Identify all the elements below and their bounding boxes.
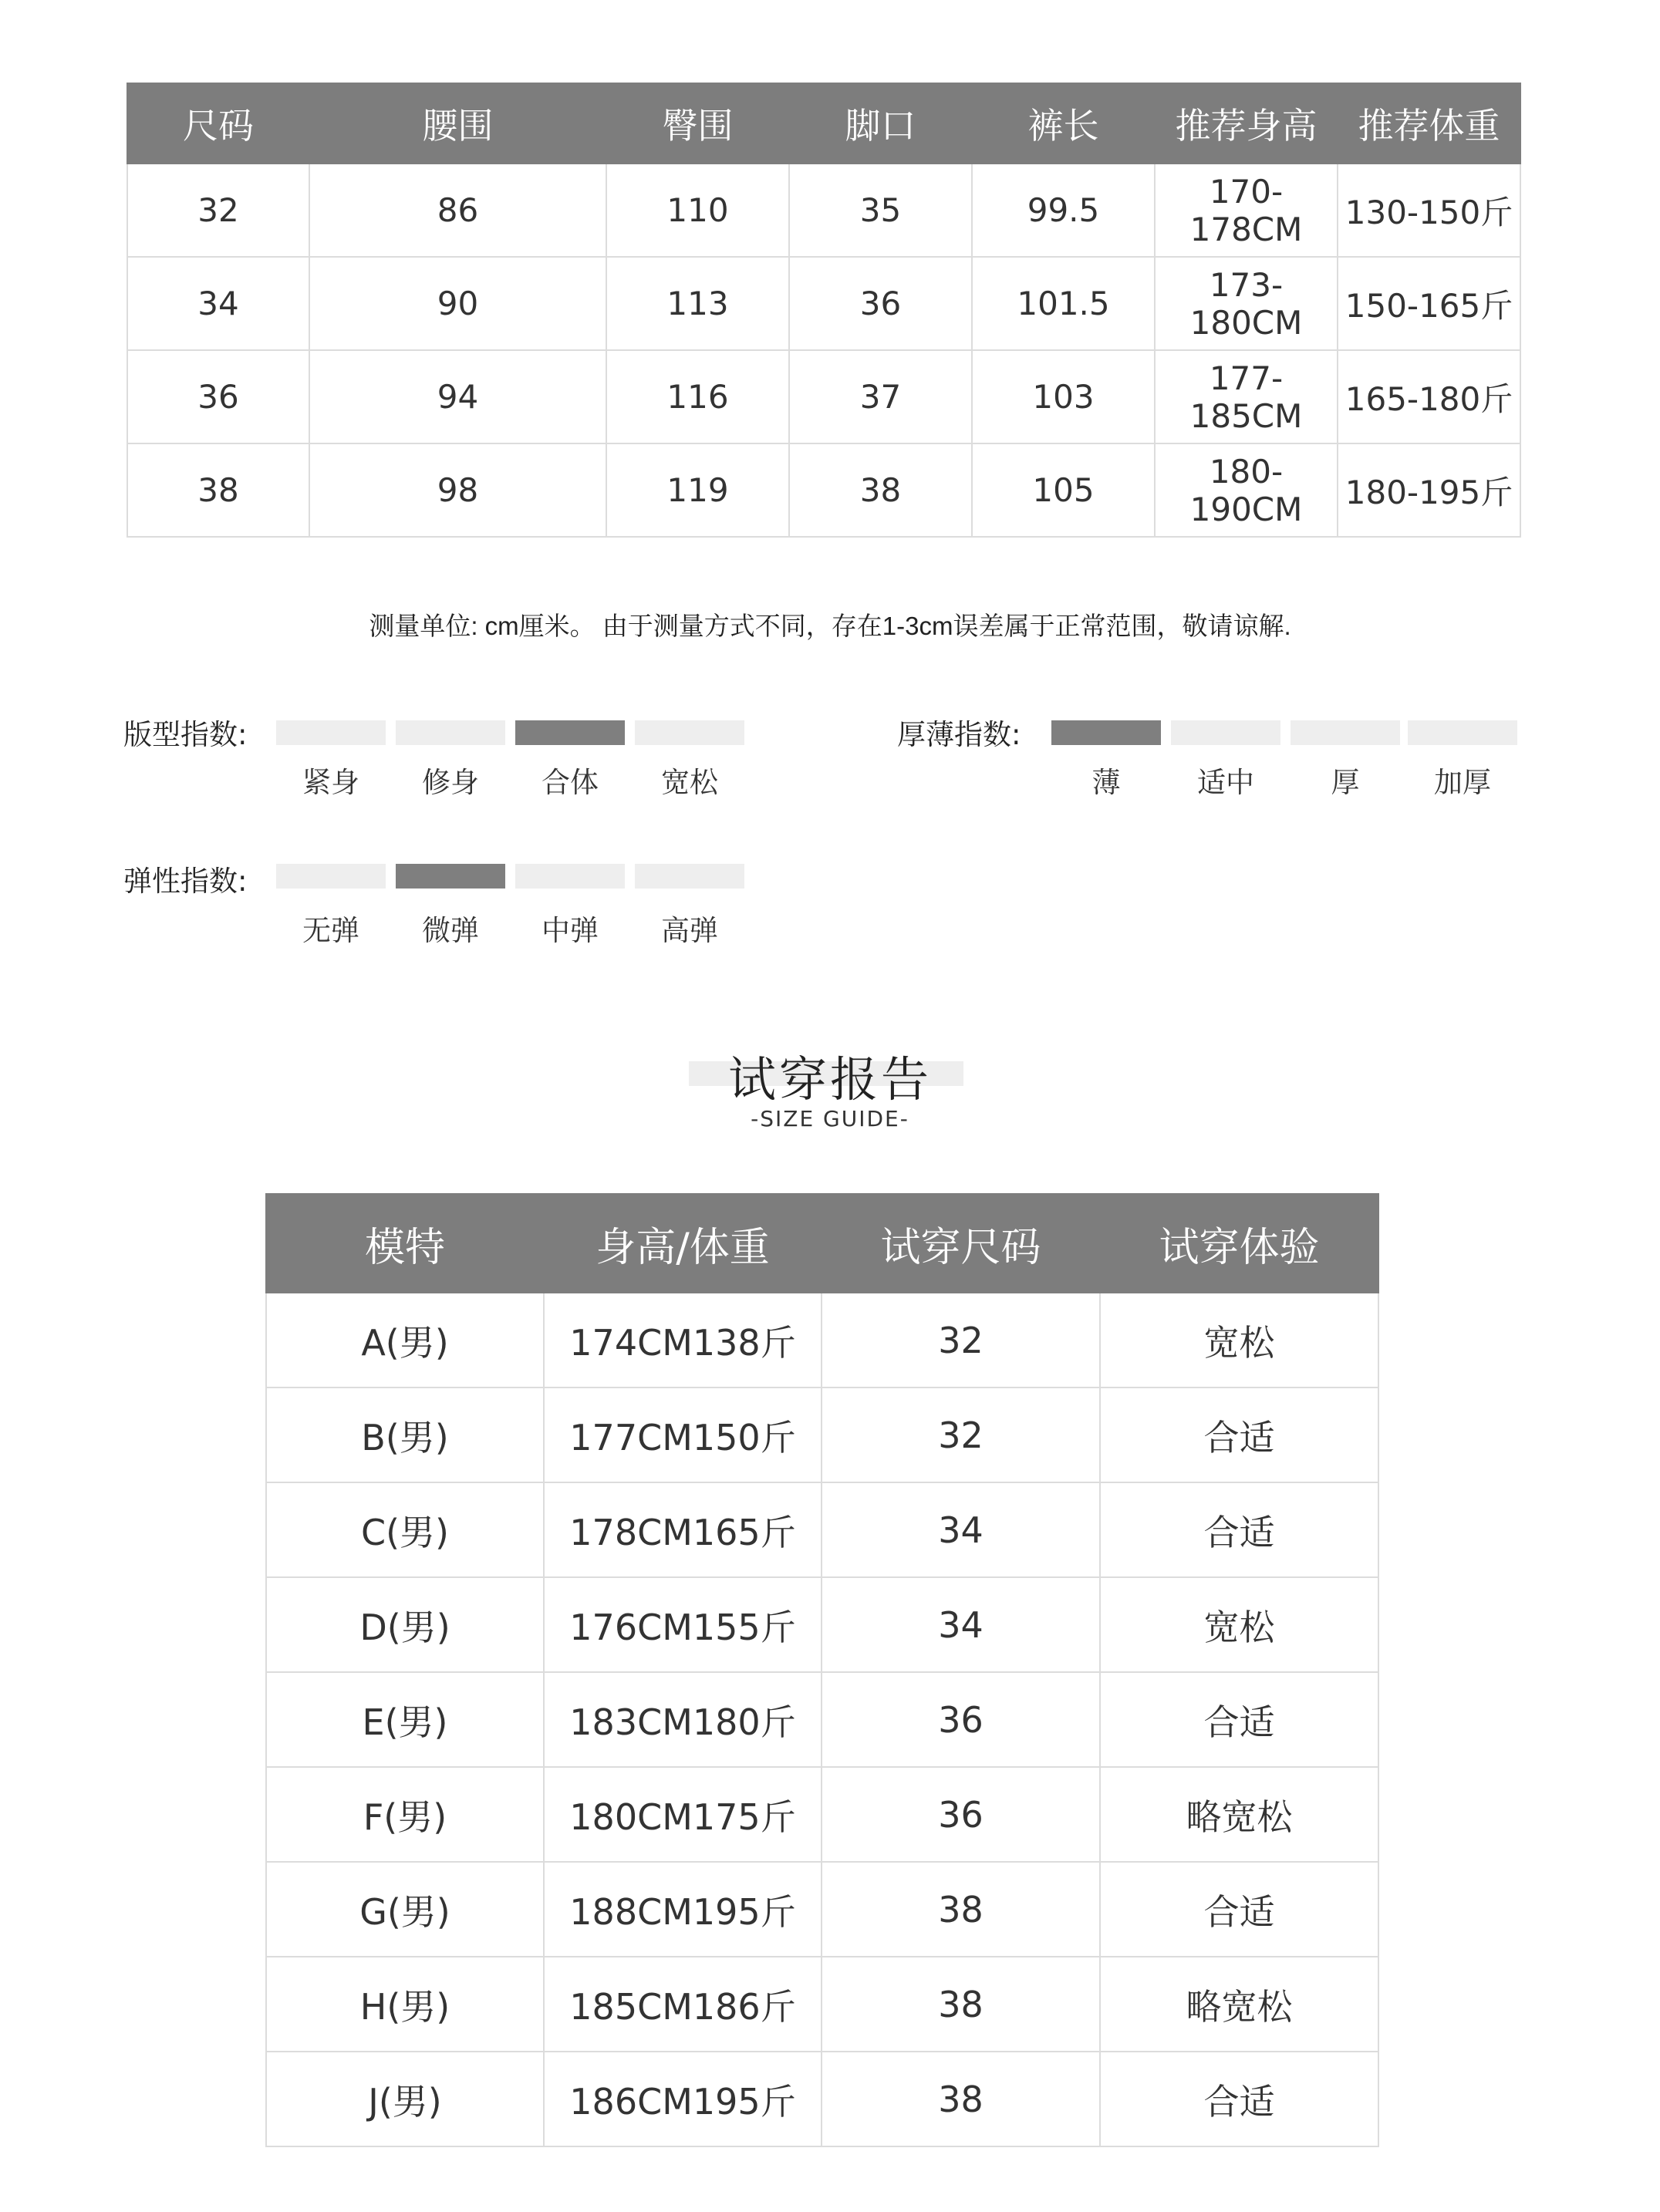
elasticity-option-slight: 微弹 — [422, 914, 479, 947]
size-header-length: 裤长 — [972, 83, 1155, 164]
thickness-option-extra-thick: 加厚 — [1434, 766, 1491, 799]
table-row — [266, 1767, 1378, 1862]
size-table-header-row — [127, 83, 1520, 164]
fit-bar-slim — [396, 720, 505, 745]
table-cell: C(男) — [266, 1482, 544, 1577]
table-cell: G(男) — [266, 1862, 544, 1957]
table-cell: 98 — [309, 443, 606, 537]
table-cell: 34 — [127, 257, 309, 350]
table-cell: 173-180CM — [1155, 257, 1338, 350]
fit-option-regular: 合体 — [542, 766, 599, 799]
thickness-option-thick: 厚 — [1331, 766, 1360, 799]
table-cell: 180-190CM — [1155, 443, 1338, 537]
table-cell: F(男) — [266, 1767, 544, 1862]
elasticity-index — [123, 858, 756, 950]
report-table-header-row — [266, 1194, 1378, 1293]
table-cell: 177-185CM — [1155, 350, 1338, 443]
elasticity-option-none: 无弹 — [302, 914, 359, 947]
table-row — [266, 1293, 1378, 1388]
fit-bar-regular — [515, 720, 625, 745]
table-cell: 38 — [127, 443, 309, 537]
table-row — [266, 2052, 1378, 2146]
table-row — [266, 1577, 1378, 1672]
report-header-height-weight: 身高/体重 — [544, 1194, 822, 1293]
thickness-bar-medium — [1171, 720, 1280, 745]
table-cell: D(男) — [266, 1577, 544, 1672]
fit-option-tight: 紧身 — [302, 766, 359, 799]
elasticity-bar-slight — [396, 864, 505, 889]
table-cell: 合适 — [1100, 1388, 1378, 1482]
thickness-bar-extra-thick — [1408, 720, 1517, 745]
table-cell: 165-180斤 — [1338, 350, 1520, 443]
table-row — [127, 164, 1520, 257]
table-cell: A(男) — [266, 1293, 544, 1388]
table-row — [266, 1482, 1378, 1577]
table-cell: 38 — [822, 2052, 1100, 2146]
thickness-index — [897, 711, 1530, 804]
table-cell: 38 — [822, 1957, 1100, 2052]
table-row — [127, 350, 1520, 443]
table-cell: 略宽松 — [1100, 1957, 1378, 2052]
table-cell: 34 — [822, 1482, 1100, 1577]
elasticity-index-label: 弹性指数: — [123, 865, 248, 898]
fit-index — [123, 711, 756, 804]
table-cell: 宽松 — [1100, 1293, 1378, 1388]
fit-option-loose: 宽松 — [661, 766, 718, 799]
table-cell: 宽松 — [1100, 1577, 1378, 1672]
table-cell: 180-195斤 — [1338, 443, 1520, 537]
table-cell: 36 — [822, 1767, 1100, 1862]
table-row — [127, 257, 1520, 350]
size-table — [127, 83, 1521, 538]
table-cell: 119 — [606, 443, 789, 537]
table-cell: H(男) — [266, 1957, 544, 2052]
table-cell: 188CM195斤 — [544, 1862, 822, 1957]
table-cell: 177CM150斤 — [544, 1388, 822, 1482]
table-row — [266, 1957, 1378, 2052]
report-subtitle: -SIZE GUIDE- — [751, 1106, 909, 1131]
table-cell: 36 — [789, 257, 972, 350]
table-cell: 103 — [972, 350, 1155, 443]
table-cell: 113 — [606, 257, 789, 350]
table-cell: 180CM175斤 — [544, 1767, 822, 1862]
fit-index-label: 版型指数: — [123, 718, 248, 751]
table-cell: 94 — [309, 350, 606, 443]
table-cell: 34 — [822, 1577, 1100, 1672]
report-header-experience: 试穿体验 — [1100, 1194, 1378, 1293]
report-header-size: 试穿尺码 — [822, 1194, 1100, 1293]
table-cell: 130-150斤 — [1338, 164, 1520, 257]
elasticity-bar-medium — [515, 864, 625, 889]
table-cell: 合适 — [1100, 1862, 1378, 1957]
table-cell: B(男) — [266, 1388, 544, 1482]
table-row — [266, 1672, 1378, 1767]
table-cell: 32 — [822, 1293, 1100, 1388]
fit-option-slim: 修身 — [422, 766, 479, 799]
elasticity-option-medium: 中弹 — [542, 914, 599, 947]
fit-bar-tight — [276, 720, 386, 745]
size-header-size: 尺码 — [127, 83, 309, 164]
table-cell: 合适 — [1100, 2052, 1378, 2146]
measurement-note: 测量单位: cm厘米。 由于测量方式不同，存在1-3cm误差属于正常范围，敬请谅解. — [369, 612, 1291, 640]
elasticity-bar-none — [276, 864, 386, 889]
size-header-weight: 推荐体重 — [1338, 83, 1520, 164]
fit-bar-loose — [635, 720, 744, 745]
thickness-bar-thick — [1291, 720, 1400, 745]
table-cell: 176CM155斤 — [544, 1577, 822, 1672]
table-cell: 38 — [822, 1862, 1100, 1957]
report-header-model: 模特 — [266, 1194, 544, 1293]
table-cell: 101.5 — [972, 257, 1155, 350]
elasticity-option-high: 高弹 — [661, 914, 718, 947]
table-cell: 略宽松 — [1100, 1767, 1378, 1862]
table-row — [127, 443, 1520, 537]
report-title: 试穿报告 — [727, 1051, 932, 1108]
thickness-index-label: 厚薄指数: — [897, 718, 1021, 751]
table-cell: 38 — [789, 443, 972, 537]
elasticity-bar-high — [635, 864, 744, 889]
table-row — [266, 1862, 1378, 1957]
table-cell: J(男) — [266, 2052, 544, 2146]
thickness-option-medium: 适中 — [1197, 766, 1254, 799]
table-cell: 32 — [822, 1388, 1100, 1482]
table-cell: 37 — [789, 350, 972, 443]
size-header-height: 推荐身高 — [1155, 83, 1338, 164]
table-cell: 185CM186斤 — [544, 1957, 822, 2052]
size-header-hem: 脚口 — [789, 83, 972, 164]
table-row — [266, 1388, 1378, 1482]
table-cell: 105 — [972, 443, 1155, 537]
table-cell: 186CM195斤 — [544, 2052, 822, 2146]
table-cell: 183CM180斤 — [544, 1672, 822, 1767]
table-cell: 110 — [606, 164, 789, 257]
table-cell: 174CM138斤 — [544, 1293, 822, 1388]
table-cell: 116 — [606, 350, 789, 443]
table-cell: 99.5 — [972, 164, 1155, 257]
table-cell: 36 — [127, 350, 309, 443]
table-cell: 150-165斤 — [1338, 257, 1520, 350]
table-cell: 36 — [822, 1672, 1100, 1767]
thickness-bar-thin — [1051, 720, 1161, 745]
table-cell: 合适 — [1100, 1482, 1378, 1577]
fitting-report-table — [265, 1193, 1379, 2147]
table-cell: 170-178CM — [1155, 164, 1338, 257]
table-cell: 178CM165斤 — [544, 1482, 822, 1577]
table-cell: 35 — [789, 164, 972, 257]
size-header-waist: 腰围 — [309, 83, 606, 164]
size-header-hip: 臀围 — [606, 83, 789, 164]
table-cell: 90 — [309, 257, 606, 350]
table-cell: E(男) — [266, 1672, 544, 1767]
thickness-option-thin: 薄 — [1091, 766, 1121, 799]
table-cell: 32 — [127, 164, 309, 257]
table-cell: 86 — [309, 164, 606, 257]
table-cell: 合适 — [1100, 1672, 1378, 1767]
